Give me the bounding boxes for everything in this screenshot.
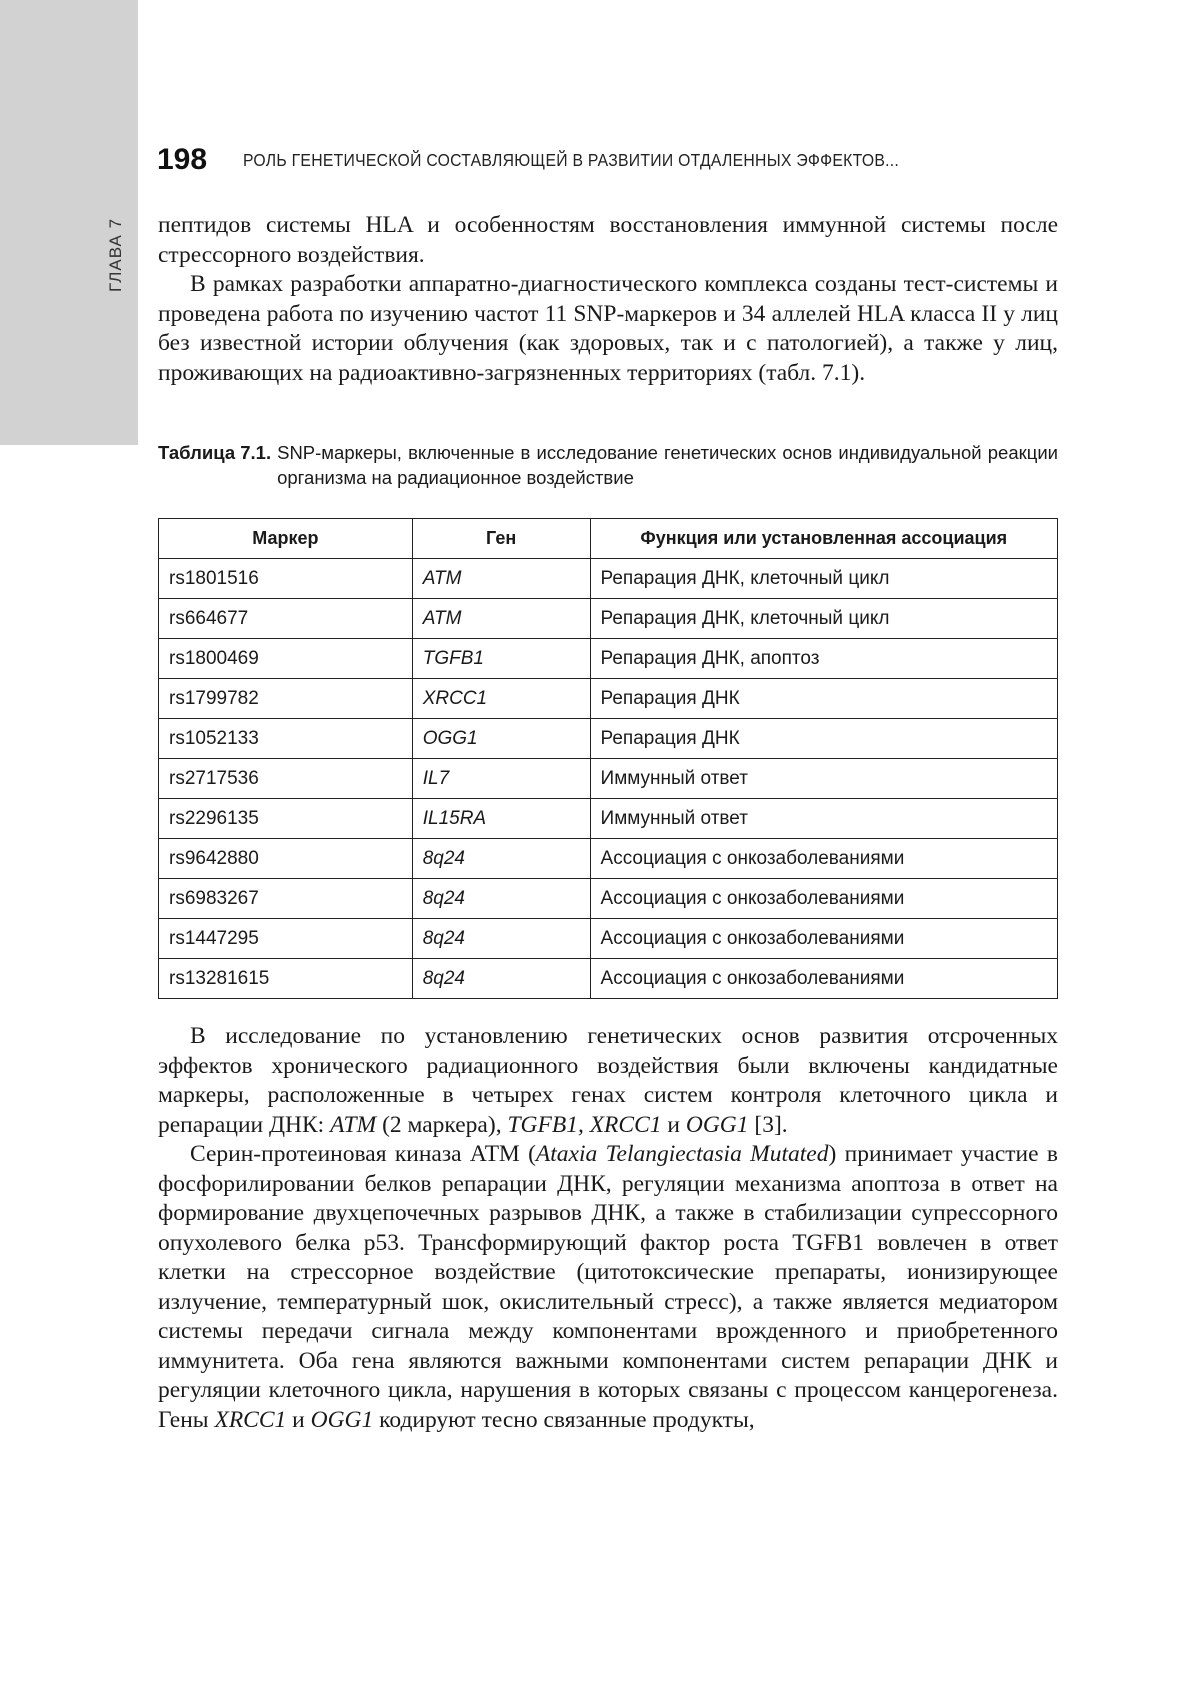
marker-cell: rs13281615 [159, 959, 413, 999]
marker-cell: rs1052133 [159, 719, 413, 759]
text-span: и [286, 1406, 311, 1433]
gene-name: XRCC1 [214, 1406, 287, 1433]
text-span: [3]. [748, 1111, 788, 1138]
main-text [158, 1022, 1058, 1435]
function-cell: Ассоциация с онкозаболеваниями [590, 959, 1057, 999]
paragraph-3 [158, 1022, 1058, 1140]
marker-cell: rs6983267 [159, 879, 413, 919]
page-number: 198 [157, 143, 208, 176]
function-cell: Репарация ДНК [590, 719, 1057, 759]
text-span: ) принимает участие в фосфорилировании белков репарации ДНК, регуляции механизма апоптоза в ответ на формирование двухцепочечных разрывов ДНК, а также в стабилизации супрессорного опухолевого белка p53. Трансформирующий фактор роста TGFB1 вовлечен в ответ клетки на стрессорное воздействие (цитотоксические препараты, ионизирующее излучение, температурный шок, окислительный стресс), а также является медиатором системы передачи сигнала между компонентами врожденного и приобретенного иммунитета. Оба гена являются важными компонентами систем репарации ДНК и регуляции клеточного цикла, нарушения в которых связаны с процессом канцерогенеза. Гены [158, 1141, 1058, 1433]
function-cell: Репарация ДНК, апоптоз [590, 639, 1057, 679]
function-cell: Репарация ДНК [590, 679, 1057, 719]
text-span: и [661, 1111, 686, 1138]
text-span: (2 маркера), [376, 1111, 508, 1138]
marker-cell: rs1799782 [159, 679, 413, 719]
gene-cell: IL15RA [412, 799, 590, 839]
chapter-sidebar [0, 0, 138, 445]
paragraph-1: пептидов системы HLA и особенностям восстановления иммунной системы после стрессорного воздействия. [158, 212, 1058, 268]
gene-cell: 8q24 [412, 839, 590, 879]
gene-cell: 8q24 [412, 959, 590, 999]
table-row [159, 599, 1058, 639]
paragraph-2: В рамках разработки аппаратно-диагностического комплекса созданы тест-системы и проведена работа по изучению частот 11 SNP-маркеров и 34 аллелей HLA класса II у лиц без известной истории облучения (как здоровых, так и с патологией), а также у лиц, проживающих на радиоактивно-загрязненных территориях (табл. 7.1). [158, 271, 1058, 386]
table-row [159, 839, 1058, 879]
header-gene: Ген [412, 519, 590, 559]
gene-cell: 8q24 [412, 879, 590, 919]
function-cell: Репарация ДНК, клеточный цикл [590, 599, 1057, 639]
table-row [159, 719, 1058, 759]
gene-cell: OGG1 [412, 719, 590, 759]
text-span: кодируют тесно связанные продукты, [373, 1406, 755, 1433]
table-row [159, 559, 1058, 599]
gene-cell: 8q24 [412, 919, 590, 959]
table-header-row [159, 519, 1058, 559]
running-title: РОЛЬ ГЕНЕТИЧЕСКОЙ СОСТАВЛЯЮЩЕЙ В РАЗВИТИИ ОТДАЛЕННЫХ ЭФФЕКТОВ... [243, 149, 900, 170]
table-row [159, 959, 1058, 999]
gene-name: TGFB1, XRCC1 [507, 1111, 662, 1138]
chapter-label: ГЛАВА 7 [106, 217, 125, 293]
function-cell: Иммунный ответ [590, 799, 1057, 839]
table-row [159, 679, 1058, 719]
paragraph-4 [158, 1140, 1058, 1435]
header-function: Функция или установленная ассоциация [590, 519, 1057, 559]
gene-cell: IL7 [412, 759, 590, 799]
table-caption [158, 440, 1058, 490]
marker-cell: rs1800469 [159, 639, 413, 679]
function-cell: Ассоциация с онкозаболеваниями [590, 919, 1057, 959]
gene-cell: ATM [412, 559, 590, 599]
intro-text [158, 211, 1058, 388]
marker-cell: rs2296135 [159, 799, 413, 839]
gene-cell: ATM [412, 599, 590, 639]
marker-cell: rs1447295 [159, 919, 413, 959]
page-header [157, 140, 1057, 180]
function-cell: Ассоциация с онкозаболеваниями [590, 839, 1057, 879]
gene-name: OGG1 [310, 1406, 374, 1433]
function-cell: Ассоциация с онкозаболеваниями [590, 879, 1057, 919]
table-row [159, 639, 1058, 679]
marker-cell: rs1801516 [159, 559, 413, 599]
table-caption-text: SNP-маркеры, включенные в исследование генетических основ индивидуальной реакции организма на радиационное воздействие [277, 442, 1058, 488]
gene-name: ATM [330, 1111, 377, 1138]
gene-cell: XRCC1 [412, 679, 590, 719]
text-span: В исследование по установлению генетических основ развития отсроченных эффектов хронического радиационного воздействия были включены кандидатные маркеры, расположенные в четырех генах систем контроля клеточного цикла и репарации ДНК: [158, 1023, 1058, 1138]
table-row [159, 879, 1058, 919]
table-row [159, 919, 1058, 959]
table-caption-label: Таблица 7.1. [158, 442, 272, 463]
function-cell: Иммунный ответ [590, 759, 1057, 799]
table-row [159, 799, 1058, 839]
marker-cell: rs9642880 [159, 839, 413, 879]
snp-markers-table [158, 518, 1058, 999]
gene-cell: TGFB1 [412, 639, 590, 679]
marker-cell: rs664677 [159, 599, 413, 639]
function-cell: Репарация ДНК, клеточный цикл [590, 559, 1057, 599]
header-marker: Маркер [159, 519, 413, 559]
text-span: Серин-протеиновая киназа АТМ ( [190, 1141, 536, 1167]
italic-term: Ataxia Telangiectasia Mutated [535, 1141, 829, 1167]
table-row [159, 759, 1058, 799]
gene-name: OGG1 [685, 1111, 749, 1138]
marker-cell: rs2717536 [159, 759, 413, 799]
